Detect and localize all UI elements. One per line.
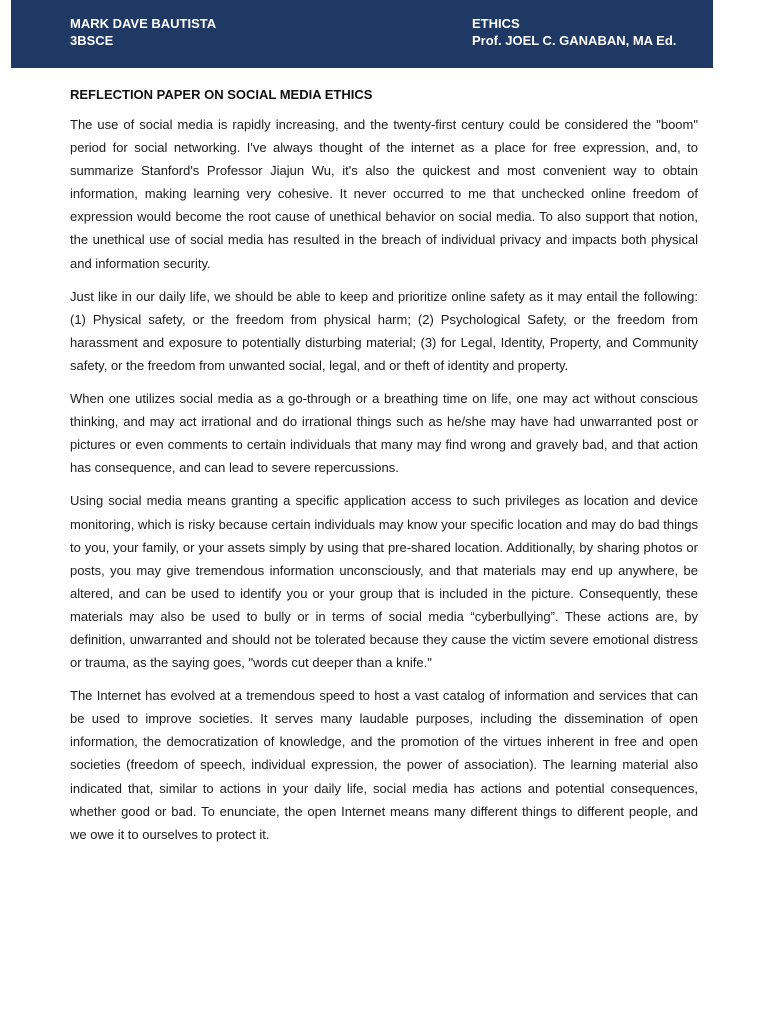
paragraph: Just like in our daily life, we should be able to keep and prioritize online safety as it may entail the following: (1) Physical safety, or the freedom from physical harm; (2) Psychological Safety, or the freedom from harassment and exposure to potentially disturbing material; (3) for Legal, Identity, Property, and Community safety, or the freedom from unwanted social, legal, and or theft of identity and property. (70, 288, 698, 373)
paragraph: The Internet has evolved at a tremendous speed to host a vast catalog of information and services that can be used to improve societies. It serves many laudable purposes, including the dissemination of open information, the democratization of knowledge, and the promotion of the virtues inherent in free and open societies (freedom of speech, individual expression, the power of association). The learning material also indicated that, similar to actions in your daily life, social media has actions and potential consequences, whether good or bad. To enunciate, the open Internet means many different things to different people, and we owe it to ourselves to protect it. (70, 688, 698, 842)
paragraph: Using social media means granting a specific application access to such privileges as location and device monitoring, which is risky because certain individuals may know your specific location and may do bad things to you, your family, or your assets simply by using that pre-shared location. Additionally, by sharing photos or posts, you may give tremendous information unconsciously, and that materials may end up anywhere, be altered, and can be used to identify you or your group that is included in the picture. Consequently, these materials may also be used to bully or in terms of social media “cyberbullying”. These actions are, by definition, unwarranted and should not be tolerated because they cause the victim severe emotional distress or trauma, as the saying goes, "words cut deeper than a knife." (70, 493, 698, 671)
course-info (472, 15, 676, 49)
student-info (70, 15, 216, 49)
document-title: REFLECTION PAPER ON SOCIAL MEDIA ETHICS (70, 87, 373, 102)
professor-name: Prof. JOEL C. GANABAN, MA Ed. (472, 33, 677, 48)
paragraph: The use of social media is rapidly increasing, and the twenty-first century could be considered the "boom" period for social networking. I've always thought of the internet as a place for free expression, and, to summarize Stanford's Professor Jiajun Wu, it's also the quickest and most convenient way to obtain information, making learning very cohesive. It never occurred to me that unchecked online freedom of expression would become the root cause of unethical behavior on social media. To also support that notion, the unethical use of social media has resulted in the breach of individual privacy and impacts both physical and information security. (70, 117, 698, 271)
subject-name: ETHICS (472, 16, 520, 31)
header-banner (11, 0, 713, 68)
paragraph: When one utilizes social media as a go-through or a breathing time on life, one may act without conscious thinking, and may act irrational and do irrational things such as he/she may have had unwarranted post or pictures or even comments to certain individuals that many may find wrong and gravely bad, and that action has consequence, and can lead to severe repercussions. (70, 391, 698, 476)
student-name: MARK DAVE BAUTISTA (70, 16, 217, 31)
document-body (70, 86, 698, 856)
student-section: 3BSCE (70, 33, 114, 48)
